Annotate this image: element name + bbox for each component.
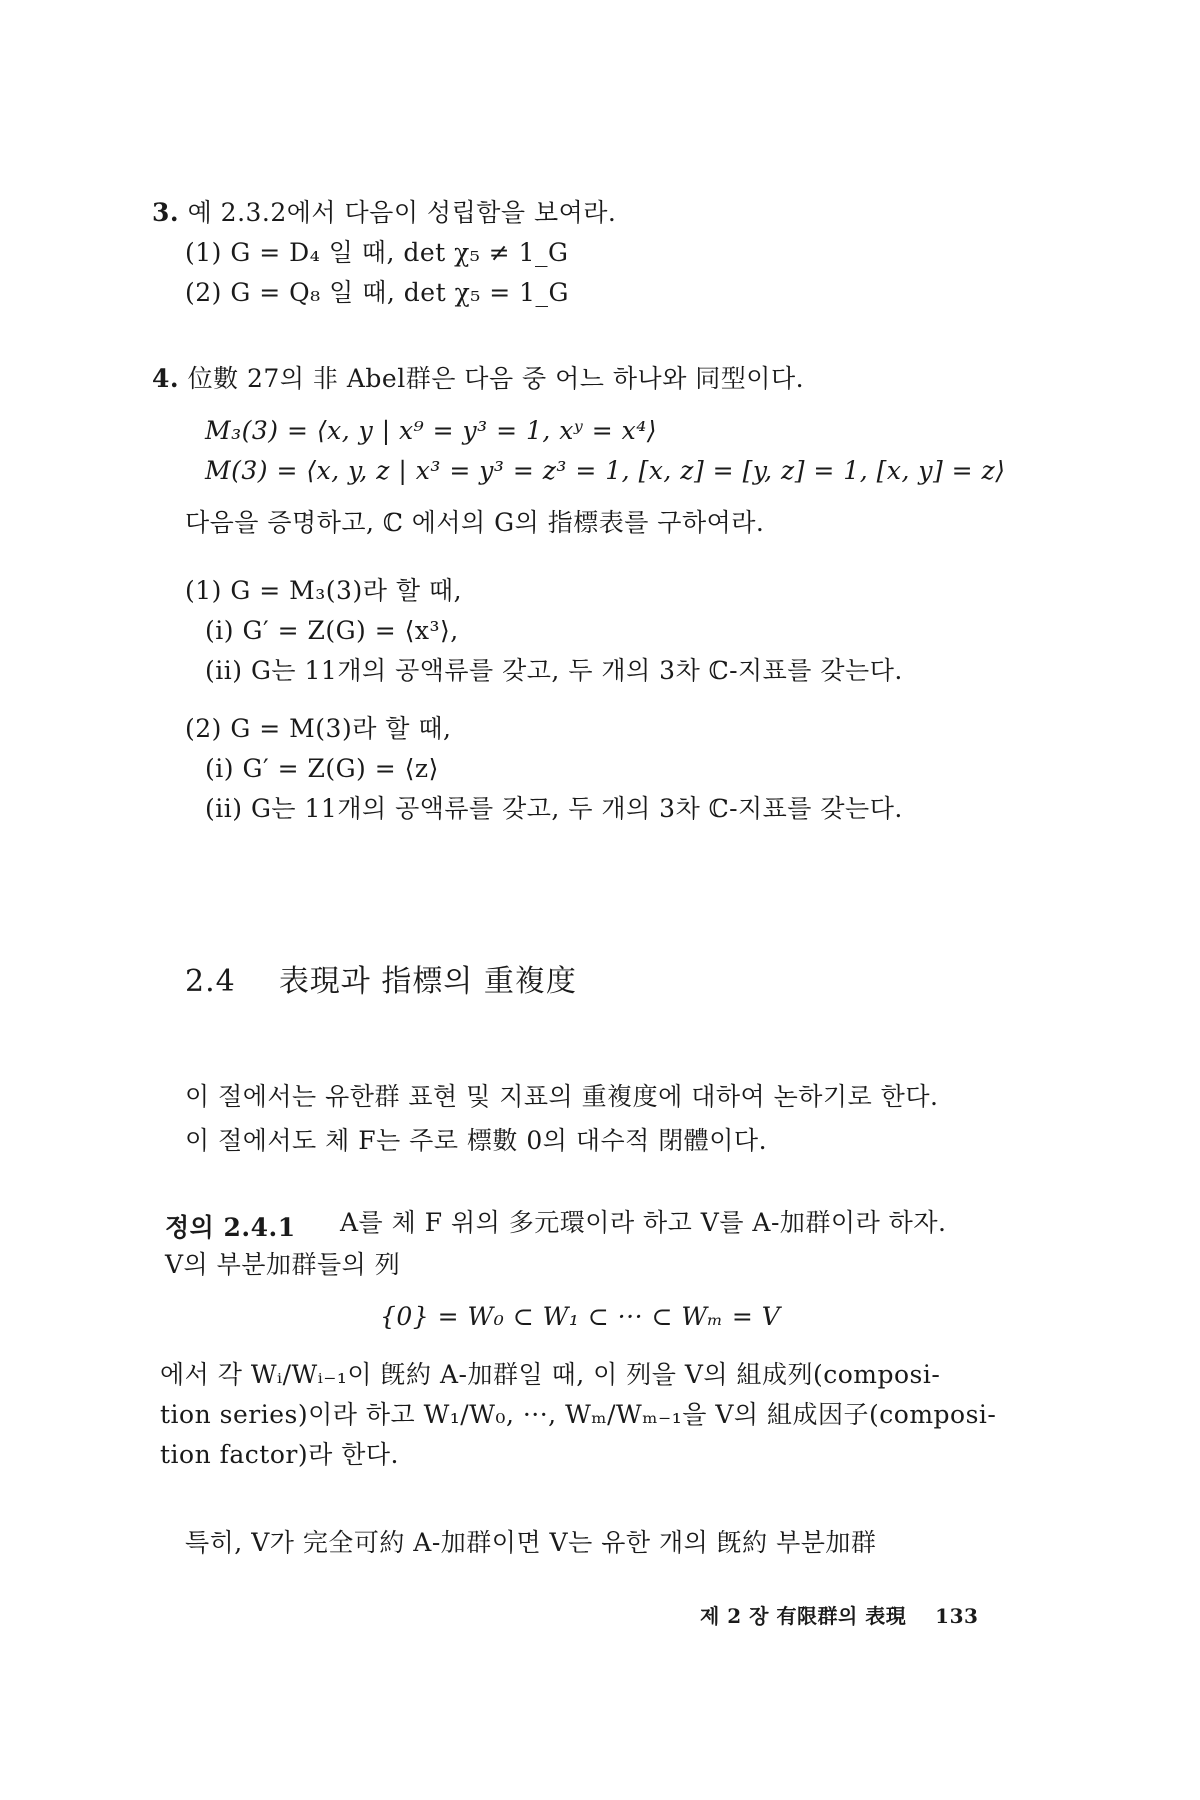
sub-label: (ii)	[205, 794, 243, 823]
group-def-m3: M₃(3) = ⟨x, y | x⁹ = y³ = 1, xʸ = x⁴⟩	[205, 416, 658, 445]
item-label: (1)	[185, 238, 222, 267]
section-title: 表現과 指標의 重複度	[278, 964, 577, 999]
exercise-text: 位數 27의 非 Abel群은 다음 중 어느 하나와 同型이다.	[187, 364, 805, 393]
case-2	[185, 712, 452, 746]
definition-body-3: tion factor)라 한다.	[160, 1440, 399, 1469]
case-label: (2)	[185, 714, 222, 743]
case-1-sub-ii	[205, 654, 903, 688]
last-paragraph: 특히, V가 完全可約 A-加群이면 V는 유한 개의 旣約 부분加群	[185, 1528, 877, 1557]
sub-text: G′ = Z(G) = ⟨z⟩	[242, 754, 439, 783]
definition-line-2: V의 부분加群들의 列	[165, 1250, 401, 1279]
exercise-number: 3.	[152, 198, 180, 227]
sub-text: G는 11개의 공액류를 갖고, 두 개의 3차 ℂ-지표를 갖는다.	[250, 794, 903, 823]
item-text: G = D₄ 일 때, det χ₅ ≠ 1_G	[230, 238, 569, 267]
item-text: G = Q₈ 일 때, det χ₅ = 1_G	[230, 278, 569, 307]
group-def-m: M(3) = ⟨x, y, z | x³ = y³ = z³ = 1, [x, z] = [y, z] = 1, [x, y] = z⟩	[205, 456, 1006, 485]
case-1	[185, 574, 462, 608]
sub-label: (i)	[205, 616, 235, 645]
exercise-text: 예 2.3.2에서 다음이 성립함을 보여라.	[187, 198, 617, 227]
exercise-4-intro	[152, 362, 804, 396]
page-footer	[700, 1600, 978, 1629]
sub-label: (i)	[205, 754, 235, 783]
exercise-3-item-2	[185, 276, 569, 310]
sub-text: G′ = Z(G) = ⟨x³⟩,	[242, 616, 459, 645]
case-label: (1)	[185, 576, 222, 605]
exercise-4-task: 다음을 증명하고, ℂ 에서의 G의 指標表를 구하여라.	[185, 508, 765, 537]
case-1-sub-i	[205, 614, 459, 648]
sub-label: (ii)	[205, 656, 243, 685]
section-heading	[185, 956, 577, 1000]
intro-line-1: 이 절에서는 유한群 표현 및 지표의 重複度에 대하여 논하기로 한다.	[185, 1082, 939, 1111]
definition-label: 정의 2.4.1	[165, 1213, 296, 1242]
case-2-sub-ii	[205, 792, 903, 826]
case-text: G = M₃(3)라 할 때,	[230, 576, 463, 605]
intro-line-2: 이 절에서도 체 F는 주로 標數 0의 대수적 閉體이다.	[185, 1126, 768, 1155]
definition-body-1: 에서 각 Wᵢ/Wᵢ₋₁이 旣約 A-加群일 때, 이 列을 V의 組成列(composi-	[160, 1360, 941, 1389]
exercise-3-intro	[152, 196, 616, 230]
composition-formula: {0} = W₀ ⊂ W₁ ⊂ ··· ⊂ Wₘ = V	[380, 1302, 781, 1331]
case-text: G = M(3)라 할 때,	[230, 714, 452, 743]
definition-line-1: A를 체 F 위의 多元環이라 하고 V를 A-加群이라 하자.	[340, 1208, 947, 1237]
page-number: 133	[935, 1604, 979, 1628]
exercise-number: 4.	[152, 364, 180, 393]
item-label: (2)	[185, 278, 222, 307]
sub-text: G는 11개의 공액류를 갖고, 두 개의 3차 ℂ-지표를 갖는다.	[250, 656, 903, 685]
definition-body-2: tion series)이라 하고 W₁/W₀, ···, Wₘ/Wₘ₋₁을 V의 組成因子(composi-	[160, 1400, 997, 1429]
case-2-sub-i	[205, 752, 439, 786]
chapter-label: 제 2 장 有限群의 表現	[700, 1604, 907, 1628]
section-number: 2.4	[185, 964, 236, 999]
exercise-3-item-1	[185, 236, 569, 270]
